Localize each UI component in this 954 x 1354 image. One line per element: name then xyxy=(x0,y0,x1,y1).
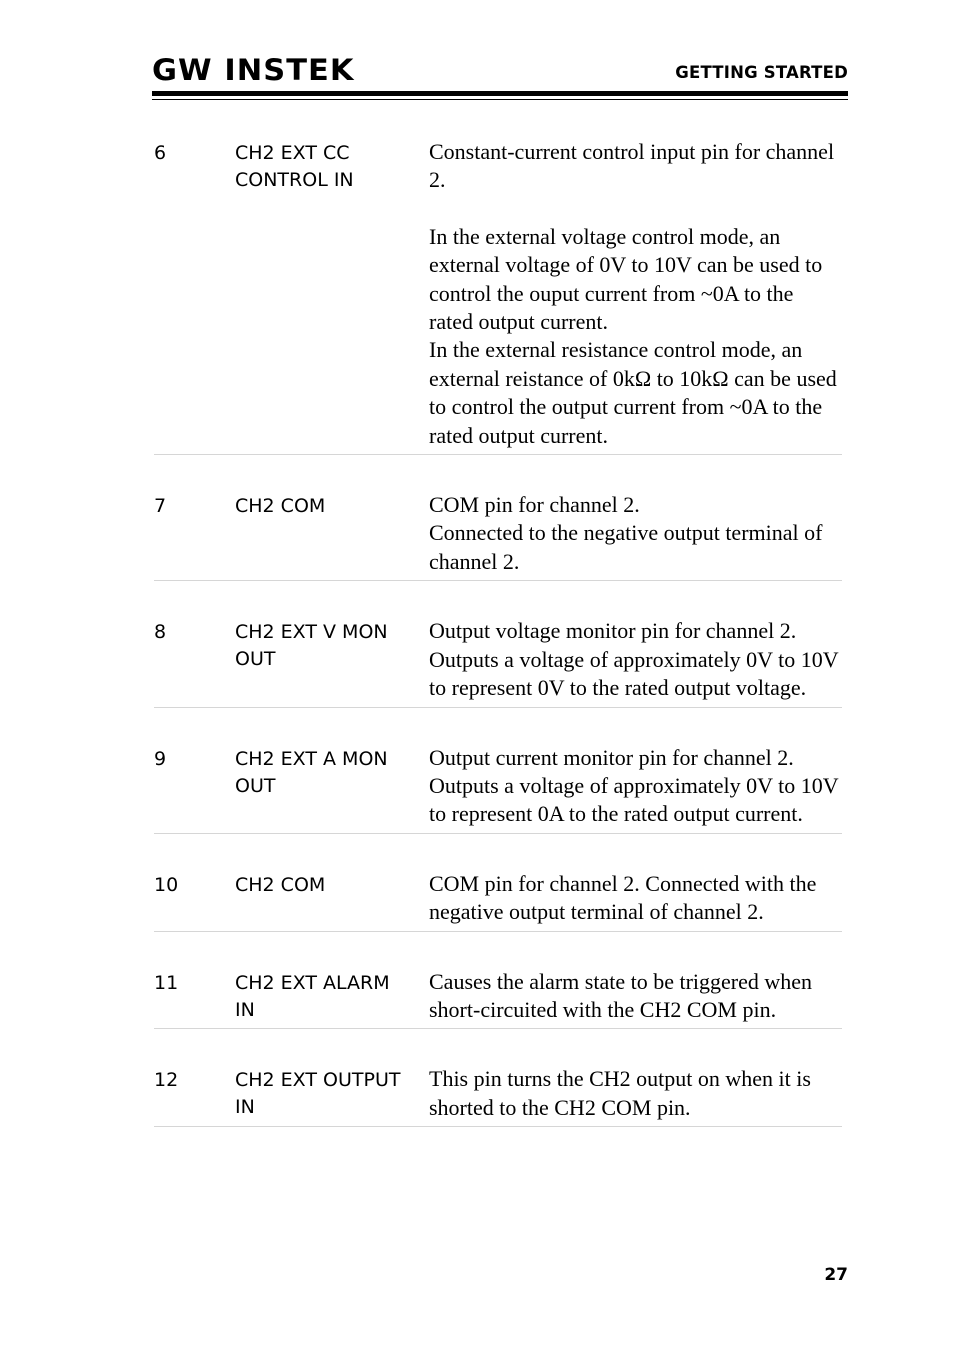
pin-name-line: IN xyxy=(235,1096,255,1119)
description-paragraph: Outputs a voltage of approximately 0V to 10V to represent 0V to the rated output voltage. xyxy=(429,646,839,701)
description-paragraph: Constant-current control input pin for channel 2. xyxy=(429,139,835,193)
pin-name-line: IN xyxy=(235,998,255,1021)
table-row xyxy=(154,617,842,707)
table-row xyxy=(154,870,842,932)
description-paragraph: Causes the alarm state to be triggered when short-circuited with the CH2 COM pin. xyxy=(429,968,813,1022)
pin-number: 6 xyxy=(154,142,167,164)
pin-description xyxy=(429,968,842,1025)
description-paragraph: This pin turns the CH2 output on when it is shorted to the CH2 COM pin. xyxy=(429,1066,811,1120)
pin-name-line: CH2 COM xyxy=(235,495,326,518)
pin-name-line: OUT xyxy=(235,774,276,797)
description-paragraph: Output current monitor pin for channel 2. xyxy=(429,744,794,770)
pin-number: 10 xyxy=(154,873,179,896)
description-paragraph: In the external voltage control mode, an external voltage of 0V to 10V can be used to control the ouput current from ~0A to the rated output current. xyxy=(429,223,823,335)
pin-name xyxy=(235,619,425,673)
pin-name xyxy=(235,872,425,899)
pin-name xyxy=(235,140,425,194)
table-row xyxy=(154,1065,842,1127)
table-row xyxy=(154,744,842,834)
pin-table xyxy=(154,138,842,1127)
description-paragraph: Outputs a voltage of approximately 0V to 10V to represent 0A to the rated output current. xyxy=(429,772,839,827)
pin-name-line: CONTROL IN xyxy=(235,169,354,191)
pin-number: 9 xyxy=(154,747,167,770)
gwinstek-logo: GW INSTEK xyxy=(152,53,355,87)
header-rule-thin xyxy=(152,99,848,100)
pin-name-line: CH2 EXT ALARM xyxy=(235,971,390,994)
description-paragraph: COM pin for channel 2. xyxy=(429,492,640,518)
table-row xyxy=(154,138,842,455)
pin-name xyxy=(235,1067,425,1121)
table-row xyxy=(154,968,842,1030)
description-paragraph: Connected to the negative output terminal of channel 2. xyxy=(429,520,823,574)
pin-description xyxy=(429,617,842,702)
pin-name xyxy=(235,970,425,1024)
pin-number: 8 xyxy=(154,621,167,644)
pin-description xyxy=(429,138,842,450)
pin-description xyxy=(429,1065,842,1122)
section-title: GETTING STARTED xyxy=(675,63,848,82)
pin-name-line: CH2 EXT V MON xyxy=(235,621,388,644)
page-header xyxy=(152,54,848,100)
pin-description xyxy=(429,491,842,576)
pin-description xyxy=(429,744,842,829)
pin-description xyxy=(429,870,842,927)
pin-number: 7 xyxy=(154,495,167,518)
header-rule-thick xyxy=(152,91,848,96)
pin-number: 11 xyxy=(154,971,179,994)
page-number: 27 xyxy=(824,1265,848,1285)
pin-number: 12 xyxy=(154,1069,179,1092)
pin-name-line: CH2 EXT A MON xyxy=(235,747,388,770)
pin-name-line: OUT xyxy=(235,648,276,671)
pin-name-line: CH2 COM xyxy=(235,873,326,896)
description-paragraph: COM pin for channel 2. Connected with the negative output terminal of channel 2. xyxy=(429,870,817,925)
description-paragraph: Output voltage monitor pin for channel 2. xyxy=(429,618,797,644)
table-row xyxy=(154,491,842,581)
description-paragraph: In the external resistance control mode, an external reistance of 0kΩ to 10kΩ can be used to control the output current from ~0A to the rated output current. xyxy=(429,337,837,448)
pin-name xyxy=(235,493,425,520)
pin-name-line: CH2 EXT CC xyxy=(235,142,350,164)
pin-name-line: CH2 EXT OUTPUT xyxy=(235,1069,401,1092)
pin-name xyxy=(235,746,425,800)
